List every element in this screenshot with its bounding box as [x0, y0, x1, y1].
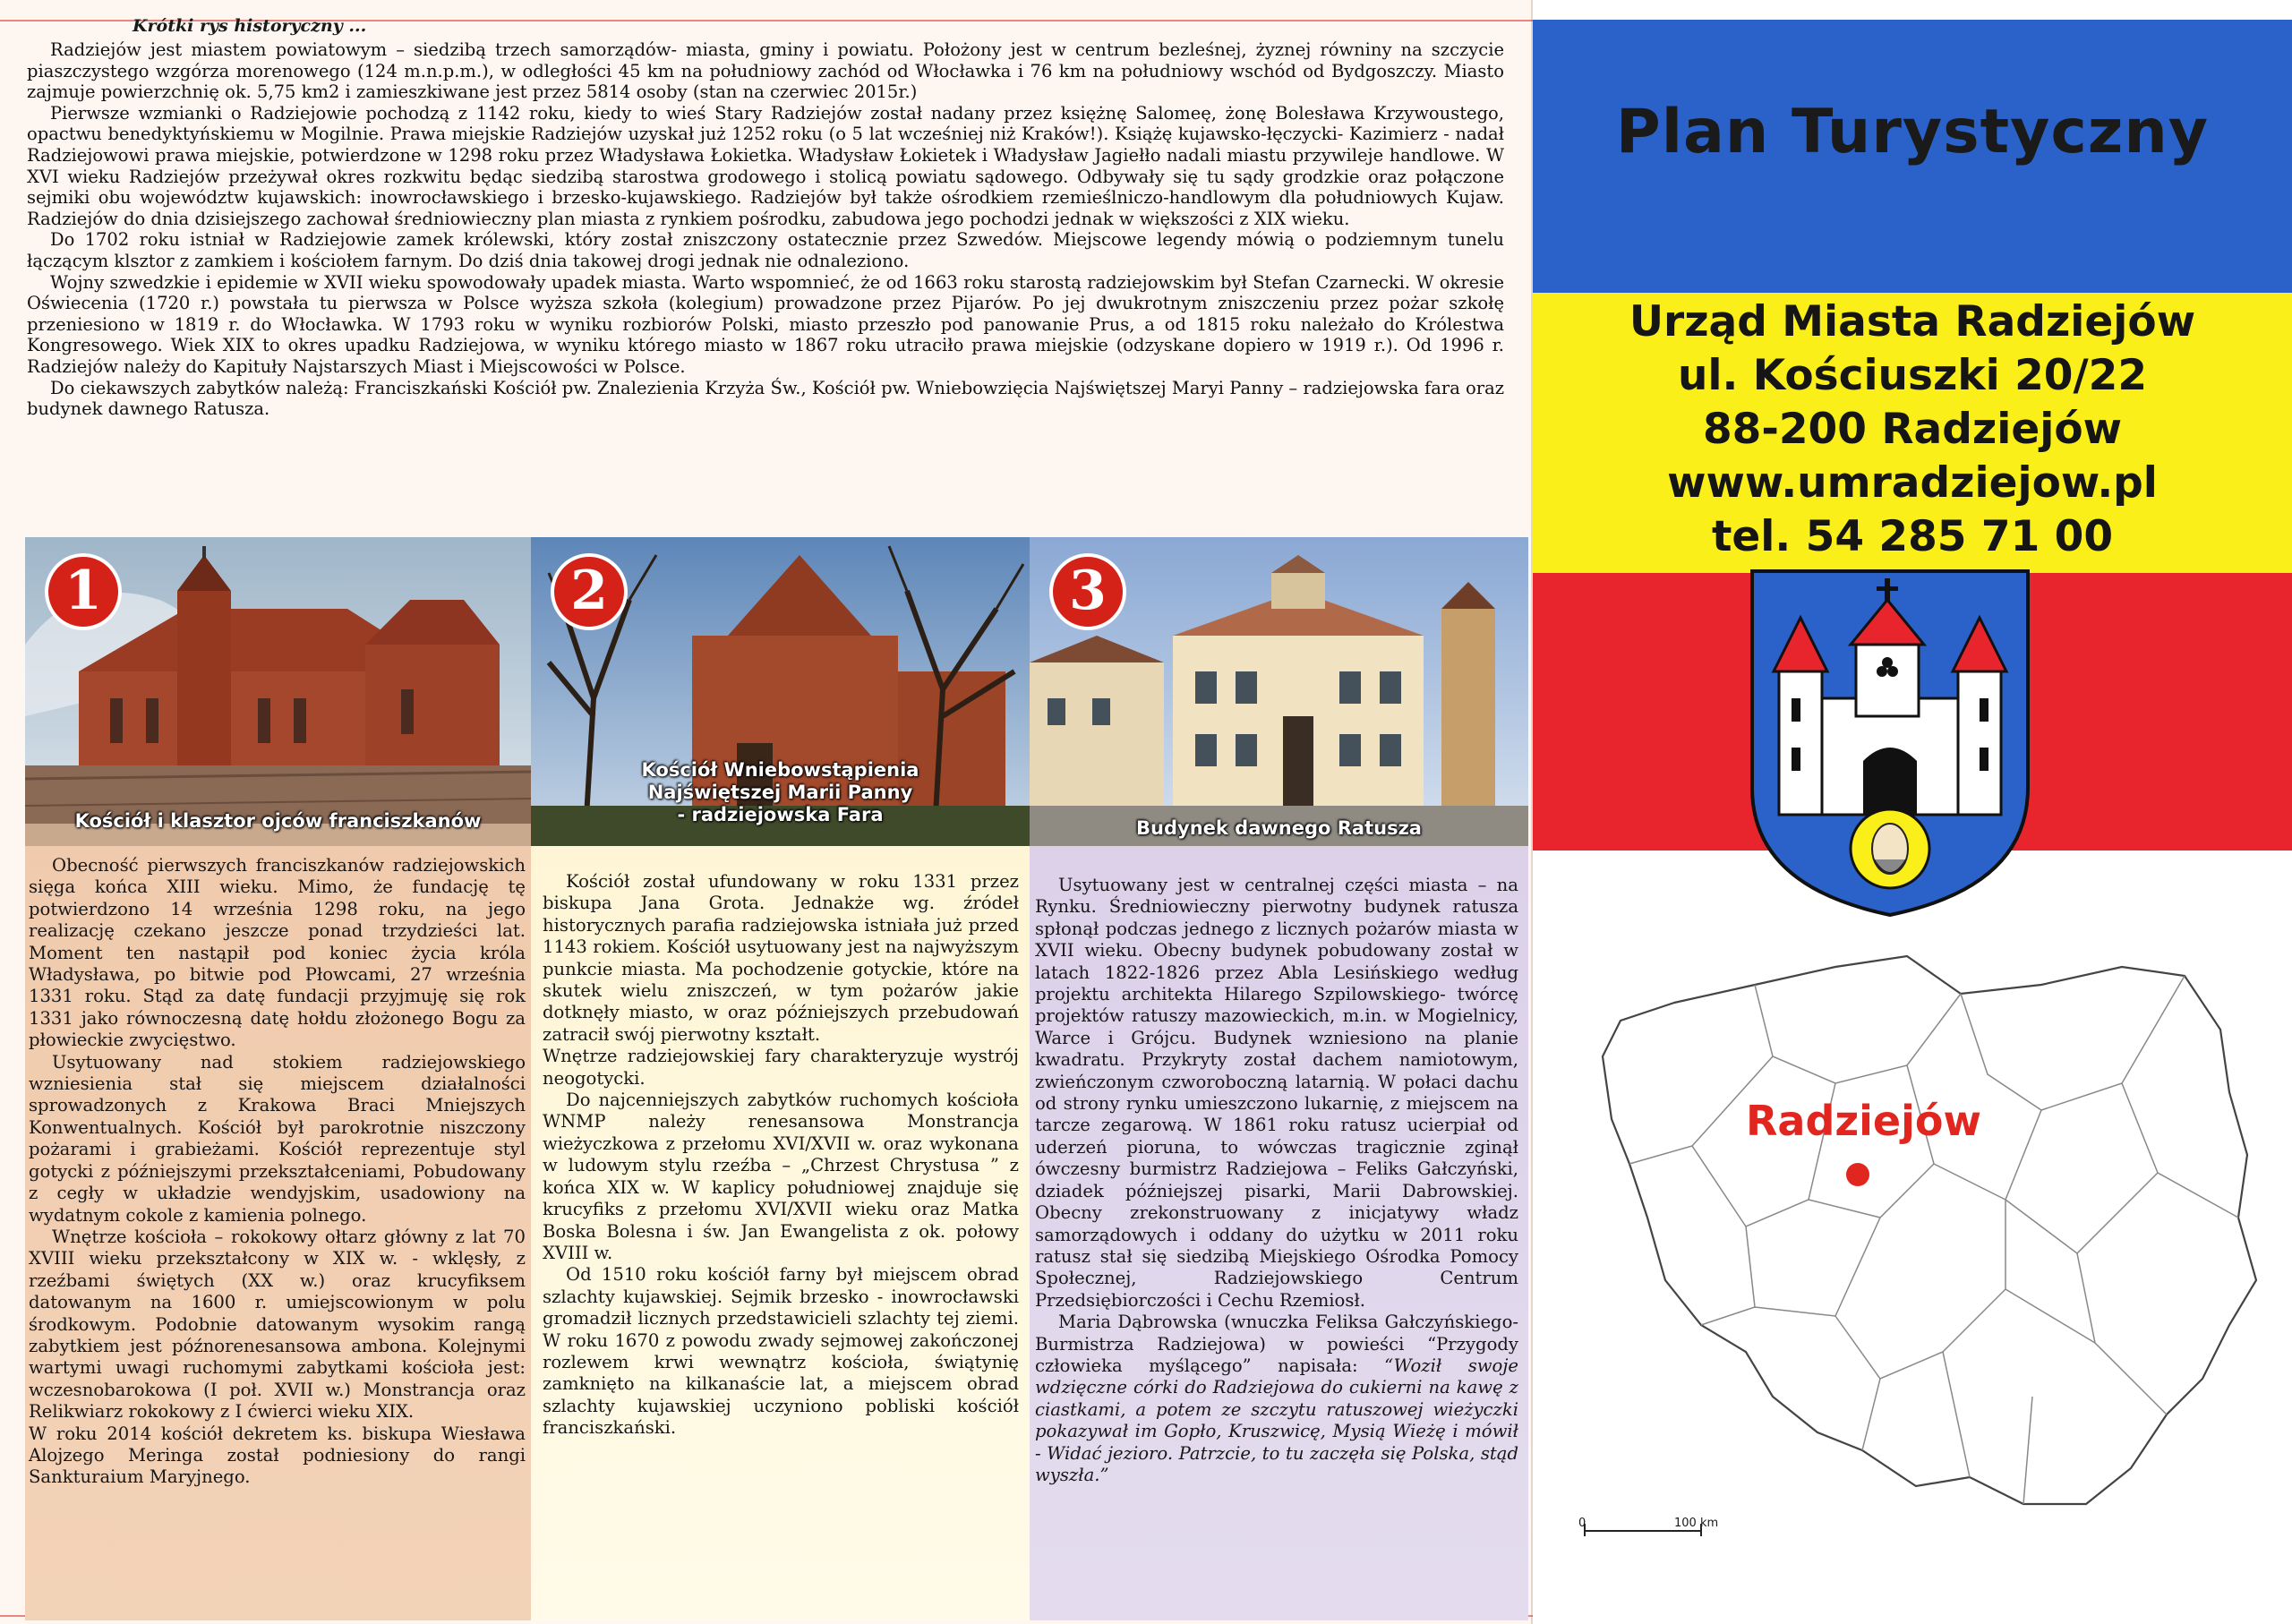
dabrowska-quote: “Woził swoje wdzięczne córki do Radziejowa do cukierni na kawę z ciastkami, a potem ze szczytu ratuszowej wieżyczki pokazywał im Gopło, Kruszwicę, Mysią Wieżę i mówił - Widać jezioro. Patrzcie, to tu zaczęła się Polska, stąd wyszła.”: [1035, 1355, 1518, 1485]
sight-paragraph: Kościół został ufundowany w roku 1331 przez biskupa Jana Grota. Jednakże wg. źródeł historycznych parafia radziejowska istniała już przed 1143 rokiem. Kościół usytuowany jest na najwyższym punkcie miasta. Ma pochodzenie gotyckie, które na skutek wielu zniszczeń, w tym pożarów jakie dotknęły miasto, w oraz późniejszych przebudowań zatracił swój pierwotny kształt.: [543, 871, 1019, 1045]
address-line: ul. Kościuszki 20/22: [1677, 351, 2148, 400]
coat-of-arms-icon: [1741, 564, 2039, 922]
sight-paragraph: Wnętrze kościoła – rokokowy ołtarz główny z lat 70 XVIII wieku przekształcony w XIX w. - wklęsły, z rzeźbami świętych (XX w.) oraz krucyfiksem datowanym na 1600 r. umiejscowionym w polu środkowym. Podobnie datowanym wysokim rangą zabytkiem jest późnorenesansowa ambona. Kolejnymi wartymi uwagi ruchomymi zabytkami kościoła jest: wczesnobarokowa (I poł. XVII w.) Monstrancja oraz Relikwiarz rokokowy z I ćwierci wieku XIX.: [29, 1226, 526, 1423]
sight-paragraph-intro: Maria Dąbrowska (wnuczka Feliksa Gałczyńskiego-Burmistrza Radziejowa) w powieści “Przygody człowieka myślącego” napisała:: [1035, 1312, 1518, 1376]
history-title: Krótki rys historyczny ...: [133, 16, 367, 36]
poland-map: [1540, 931, 2285, 1576]
parish-church-text: [543, 871, 1019, 1440]
franciscan-church-text: [29, 855, 526, 1489]
sight-paragraph: Obecność pierwszych franciszkanów radziejowskich sięga końca XIII wieku. Mimo, że fundację tę potwierdzono 14 września 1298 roku, na jego realizację czekano jeszcze ponad trzydzieści lat. Moment ten nastąpił pod koniec życia króla Władysława, po bitwie pod Płowcami, 27 września 1331 roku. Stąd za datę fundacji przyjmuję się rok 1331 jako równoczesną datę hołdu złożonego Bogu za płowieckie zwycięstwo.: [29, 855, 526, 1051]
parish-church-caption: Kościół Wniebowstąpienia Najświętszej Marii Panny - radziejowska Fara: [641, 759, 919, 825]
office-address: [1533, 295, 2292, 564]
address-line: Urząd Miasta Radziejów: [1629, 297, 2196, 346]
history-paragraph: Do 1702 roku istniał w Radziejowie zamek królewski, który został zniszczony ostatecznie przez Szwedów. Miejscowe legendy mówią o podziemnym tunelu łączącym klsztor z zamkiem i kościołem farnym. Do dziś dnia takowej drogi jednak nie odnaleziono.: [27, 229, 1504, 271]
history-paragraph: Do ciekawszych zabytków należą: Franciszkański Kościół pw. Znalezienia Krzyża Św., Kościół pw. Wniebowzięcia Najświętszej Maryi Panny – radziejowska fara oraz budynek dawnego Ratusza.: [27, 377, 1504, 420]
sight-paragraph: Usytuowany jest w centralnej części miasta – na Rynku. Średniowieczny pierwotny budynek ratusza spłonął podczas jednego z licznych pożarów miasta w XVII wieku. Obecny budynek pobudowany został w latach 1822-1826 przez Abla Lesińskiego według projektu architekta Hilarego Szpilowskiego- twórcę projektów ratuszy mazowieckich, m.in. w Mogielnicy, Warce i Grójcu. Budynek wzniesiono na planie kwadratu. Przykryty został dachem namiotowym, zwieńczonym czworoboczną latarnią. W połaci dachu od strony rynku umieszczono lukarnię, z miejscem na tarcze zegarową. W 1861 roku ratusz ucierpiał od uderzeń pioruna, to wówczas tragicznie zginął ówczesny burmistrz Radziejowa – Feliks Gałczyński, dziadek późniejszej pisarki, Marii Dabrowskiej. Obecny zrekonstruowany z inicjatywy władz samorządowych i oddany do użytku w 2011 roku ratusz stał się siedzibą Miejskiego Ośrodka Pomocy Społecznej, Radziejowskiego Centrum Przedsiębiorczości i Cechu Rzemiosł.: [1035, 875, 1518, 1311]
sight-paragraph: Do najcenniejszych zabytków ruchomych kościoła WNMP należy renesansowa Monstrancja wieżyczkowa z przełomu XVI/XVII w. oraz wykonana w ludowym stylu rzeźba – „Chrzest Chrystusa ” z końca XIX w. W kaplicy południowej znajduje się krucyfiks z przełomu XVI/XVII wieku oraz Matka Boska Bolesna i św. Jan Ewangelista z ok. połowy XVIII w.: [543, 1090, 1019, 1263]
map-scale-label: 100 km: [1674, 1517, 1719, 1530]
history-paragraph: Wojny szwedzkie i epidemie w XVII wieku spowodowały upadek miasta. Warto wspomnieć, że od 1663 roku starostą radziejowskim był Stefan Czarnecki. W okresie Oświecenia (1720 r.) powstała tu pierwsza w Polsce wyższa szkoła (kolegium) prowadzone przez Pijarów. Po jej dwukrotnym zniszczeniu przez pożar szkołę przeniesiono w 1819 r. do Włocławka. W 1793 roku w wyniku rozbiorów Polski, miasto przeszło pod panowanie Prus, a od 1815 roku należało do Królestwa Kongresowego. Wiek XIX to okres upadku Radziejowa, w wyniku którego miasto w 1867 roku utraciło prawa miejskie (odzyskane dopiero w 1919 r.). Od 1996 r. Radziejów należy do Kapituły Najstarszych Miast i Miejscowości w Polsce.: [27, 271, 1504, 377]
town-hall-caption: Budynek dawnego Ratusza: [1136, 817, 1422, 839]
address-line: 88-200 Radziejów: [1702, 405, 2123, 454]
history-paragraph: Radziejów jest miastem powiatowym – siedzibą trzech samorządów- miasta, gminy i powiatu. Położony jest w centrum bezleśnej, żyznej równiny na szczycie piaszczystego wzgórza morenowego (124 m.n.p.m.), w odległości 45 km na południowy zachód od Włocławka i 76 km na południowy wschód od Bydgoszczy. Miasto zajmuje powierzchnię ok. 5,75 km2 i zamieszkiwane jest przez 5814 osoby (stan na czerwiec 2015r.): [27, 39, 1504, 103]
sight-paragraph: Wnętrze radziejowskiej fary charakteryzuje wystrój neogotycki.: [543, 1046, 1019, 1089]
town-hall-text: [1035, 875, 1518, 1486]
sight-number-badge: 2: [551, 553, 628, 630]
radziejow-map-label: Radziejów: [1746, 1097, 1981, 1145]
phone-number: tel. 54 285 71 00: [1711, 512, 2114, 561]
sight-paragraph: Usytuowany nad stokiem radziejowskiego wzniesienia stał się miejscem działalności sprowadzonych z Krakowa Braci Mniejszych Konwentualnych. Kościół był parokrotnie niszczony pożarami i grabieżami. Kościół reprezentuje styl gotycki z późniejszymi przekształceniami, Pobudowany z cegły w układzie wendyjskim, usadowiony na wydatnym cokole z kamienia polnego.: [29, 1051, 526, 1226]
franciscan-church-caption: Kościół i klasztor ojców franciszkanów: [74, 810, 482, 832]
sight-paragraph: Od 1510 roku kościół farny był miejscem obrad szlachty kujawskiej. Sejmik brzesko - inowrocławski gromadził licznych przedstawicieli szlachty tej ziemi. W roku 1670 z powodu zwady sejmowej zakończonej rozlewem krwi wewnątrz kościoła, świątynię zamknięto na kilkanaście lat, a miejscem obrad szlachty kujawskiej uczyniono pobliski kościół franciszkański.: [543, 1264, 1019, 1439]
sight-paragraph: W roku 2014 kościół dekretem ks. biskupa Wiesława Alojzego Meringa został podniesiony do rangi Sankturaium Maryjnego.: [29, 1423, 526, 1488]
website-link[interactable]: www.umradziejow.pl: [1667, 458, 2158, 508]
sight-number-badge: 3: [1049, 553, 1126, 630]
sight-paragraph: [1035, 1312, 1518, 1486]
history-text: [27, 39, 1504, 420]
map-scale-zero: 0: [1578, 1517, 1586, 1530]
history-paragraph: Pierwsze wzmianki o Radziejowie pochodzą z 1142 roku, kiedy to wieś Stary Radziejów został nadany przez księżnę Salomeę, żonę Bolesława Krzywoustego, opactwu benedyktyńskiemu w Mogilnie. Prawa miejskie Radziejów uzyskał już 1252 roku (o 5 lat wcześniej niż Kraków!). Książę kujawsko-łęczycki- Kazimierz - nadał Radziejowowi prawa miejskie, potwierdzone w 1298 roku przez Władysława Łokietka. Władysław Łokietek i Władysław Jagiełło nadali miastu przywileje handlowe. W XVI wieku Radziejów przeżywał okres rozkwitu będąc siedzibą starostwa grodowego i stolicą powiatu sądowego. Odbywały się tu sądy grodzkie oraz połączone sejmiki obu województw kujawskich: inowrocławskiego i brzesko-kujawskiego. Radziejów był także ośrodkiem rzemieślniczo-handlowym dla południowych Kujaw. Radziejów do dnia dzisiejszego zachował średniowieczny plan miasta z rynkiem pośrodku, zabudowa jego pochodzi jednak w większości z XIX wieku.: [27, 102, 1504, 229]
sight-number-badge: 1: [45, 553, 122, 630]
cover-title: Plan Turystyczny: [1615, 97, 2210, 167]
